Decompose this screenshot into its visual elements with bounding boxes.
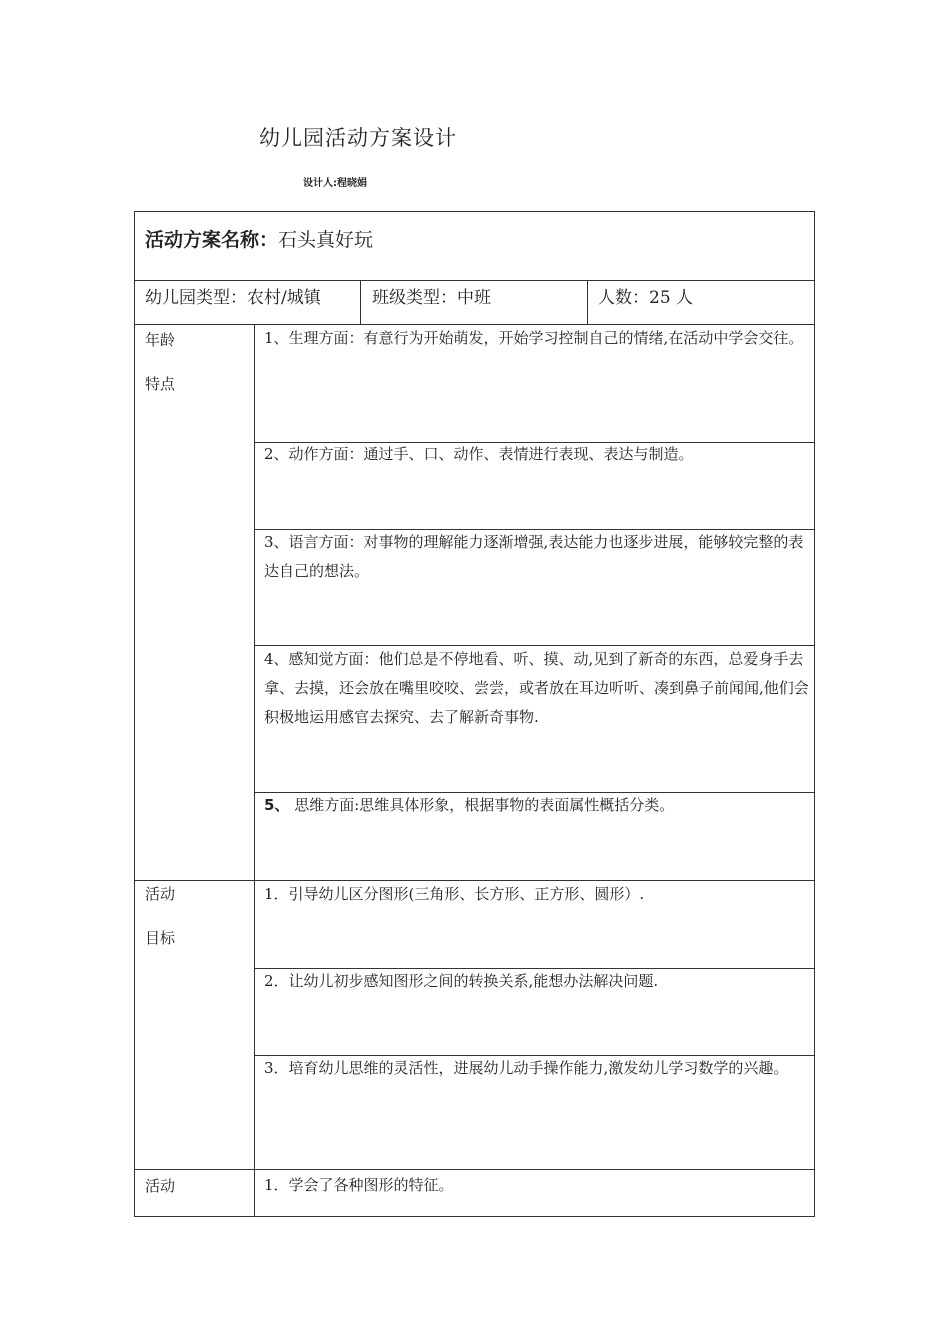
plan-name-value: 石头真好玩	[278, 229, 374, 251]
goals-label	[145, 872, 175, 960]
class-type: 班级类型：中班	[372, 288, 491, 308]
next-section-item: 1．学会了各种图形的特征。	[264, 1176, 454, 1194]
age-feature-item: 2、动作方面：通过手、口、动作、表情进行表现、表达与制造。	[264, 445, 694, 463]
label-line: 目标	[145, 929, 176, 947]
goal-item: 1．引导幼儿区分图形(三角形、长方形、正方形、圆形）.	[264, 885, 645, 903]
row-divider	[134, 280, 815, 281]
goal-item: 2．让幼儿初步感知图形之间的转换关系,能想办法解决问题.	[264, 972, 659, 990]
label-line: 年龄	[145, 331, 176, 349]
row-divider	[134, 1169, 815, 1170]
col-divider	[360, 280, 361, 324]
plan-name-label: 活动方案名称：	[145, 229, 279, 251]
age-feature-item: 1、生理方面：有意行为开始萌发，开始学习控制自己的情绪,在活动中学会交往。	[264, 329, 804, 347]
headcount: 人数：25 人	[598, 288, 694, 308]
row-divider	[134, 1216, 815, 1217]
label-line: 活动	[145, 885, 176, 903]
next-section-label: 活动	[145, 1177, 176, 1195]
item-number: 5、	[264, 796, 290, 814]
plan-name	[145, 225, 373, 252]
designer-line: 设计人:程晓娟	[303, 178, 367, 189]
age-feature-item: 3、语言方面：对事物的理解能力逐渐增强,表达能力也逐步进展，能够较完整的表达自己的想法。	[264, 533, 804, 580]
age-feature-item: 4、感知觉方面：他们总是不停地看、听、摸、动,见到了新奇的东西，总爱身手去拿、去摸，还会放在嘴里咬咬、尝尝，或者放在耳边听听、凑到鼻子前闻闻,他们会积极地运用感官去探究、去了解新奇事物.	[264, 650, 809, 726]
age-features-label	[145, 318, 175, 406]
document-title: 幼儿园活动方案设计	[259, 126, 457, 150]
goal-item: 3．培育幼儿思维的灵活性，进展幼儿动手操作能力,激发幼儿学习数学的兴趣。	[264, 1059, 789, 1077]
label-line: 特点	[145, 375, 176, 393]
item-text: 思维方面:思维具体形象，根据事物的表面属性概括分类。	[294, 796, 675, 814]
col-divider	[587, 280, 588, 324]
col-divider	[254, 324, 255, 1217]
age-feature-item	[264, 791, 809, 820]
kindergarten-type: 幼儿园类型：农村/城镇	[145, 288, 321, 308]
